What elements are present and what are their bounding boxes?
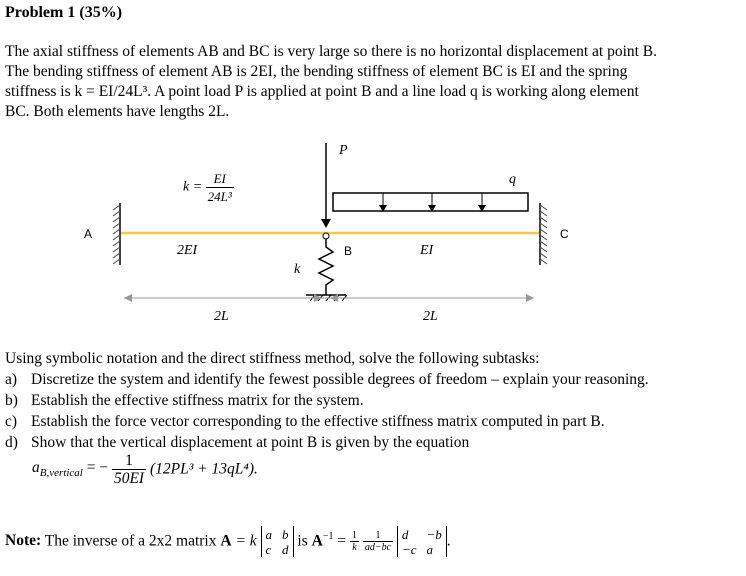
- note-label: Note:: [5, 532, 42, 550]
- displacement-equation: [32, 452, 258, 487]
- spring-support: [306, 233, 347, 301]
- note-frac-2-den: ad−bc: [364, 542, 392, 553]
- inv-d: d: [401, 527, 409, 542]
- note-matrix: [261, 526, 294, 557]
- eq-equals: = −: [82, 459, 109, 477]
- note-matrix-a: A: [220, 532, 232, 550]
- note-text: The inverse of a 2x2 matrix: [41, 532, 221, 550]
- eq-rhs: (12PL³ + 13qL⁴).: [149, 460, 258, 478]
- task-b-text: Establish the effective stiffness matrix for the system.: [31, 392, 364, 409]
- spring-k-label: k: [294, 262, 301, 277]
- k-fraction-den: 24L³: [207, 189, 232, 204]
- task-c: [5, 412, 605, 432]
- task-c-text: Establish the force vector corresponding to the effective stiffness matrix computed in part B.: [31, 413, 605, 430]
- mat-a: a: [265, 527, 273, 542]
- eq-fraction: [112, 452, 146, 487]
- k-fraction: [206, 170, 234, 205]
- inv-a: a: [426, 542, 433, 557]
- length-ab-label: 2L: [214, 309, 229, 324]
- task-d-label: d): [5, 434, 18, 451]
- eq-fraction-num: 1: [112, 452, 146, 470]
- load-label-p: P: [339, 143, 348, 158]
- note-inverse-matrix: [397, 526, 447, 557]
- note-frac-1-num: 1: [351, 530, 357, 541]
- task-b: [5, 391, 364, 411]
- problem-title: Problem 1 (35%): [5, 4, 123, 21]
- task-a: [5, 370, 649, 390]
- mat-b: b: [282, 527, 289, 542]
- k-prefix: k =: [183, 179, 203, 195]
- length-bc-label: 2L: [423, 309, 438, 324]
- note-eq: =: [333, 532, 350, 550]
- intro-line-3: stiffness is k = EI/24L³. A point load P is applied at point B and a line load q is working along element: [5, 83, 639, 100]
- load-label-q: q: [509, 172, 516, 187]
- note-is: is: [297, 532, 312, 550]
- task-d: [5, 433, 469, 453]
- intro-line-2: The bending stiffness of element AB is 2EI, the bending stiffness of element BC is EI and the spring: [5, 63, 628, 80]
- eq-lhs: a: [32, 459, 40, 477]
- task-a-text: Discretize the system and identify the fewest possible degrees of freedom – explain your reasoning.: [31, 371, 649, 388]
- task-b-label: b): [5, 392, 18, 409]
- inv-mc: −c: [401, 542, 417, 557]
- k-fraction-num: EI: [206, 170, 234, 188]
- note-frac-2: [363, 530, 393, 553]
- fixed-support-right: [540, 203, 547, 265]
- note-line: [5, 526, 451, 557]
- node-label-b: B: [344, 244, 353, 258]
- node-label-c: C: [560, 227, 569, 241]
- note-eq-k: = k: [231, 532, 257, 550]
- intro-line-4: BC. Both elements have lengths 2L.: [5, 103, 230, 120]
- task-c-label: c): [5, 413, 18, 430]
- mat-d: d: [282, 542, 289, 557]
- point-load-arrow: [321, 143, 331, 228]
- stiffness-ab-label: 2EI: [177, 243, 198, 258]
- spring-stiffness-formula: [183, 170, 234, 205]
- note-frac-1: [350, 530, 359, 553]
- stiffness-bc-label: EI: [420, 243, 434, 258]
- fixed-support-left: [113, 203, 120, 265]
- structure-figure: [0, 135, 746, 335]
- note-frac-1-den: k: [352, 542, 357, 553]
- note-inv-exp: −1: [322, 530, 334, 542]
- instructions-text: Using symbolic notation and the direct stiffness method, solve the following subtasks:: [5, 350, 540, 367]
- eq-fraction-den: 50EI: [113, 470, 145, 487]
- inv-mb: −b: [426, 527, 442, 542]
- distributed-load: [333, 193, 528, 212]
- mat-c: c: [265, 542, 272, 557]
- note-frac-2-num: 1: [363, 530, 393, 542]
- task-d-text: Show that the vertical displacement at point B is given by the equation: [31, 434, 470, 451]
- intro-line-1: The axial stiffness of elements AB and BC is very large so there is no horizontal displacement at point B.: [5, 43, 658, 60]
- note-matrix-ainv: A: [311, 532, 323, 550]
- node-label-a: A: [84, 227, 93, 241]
- task-a-label: a): [5, 371, 18, 388]
- eq-lhs-sub: B,vertical: [39, 467, 83, 480]
- note-end: .: [446, 532, 451, 550]
